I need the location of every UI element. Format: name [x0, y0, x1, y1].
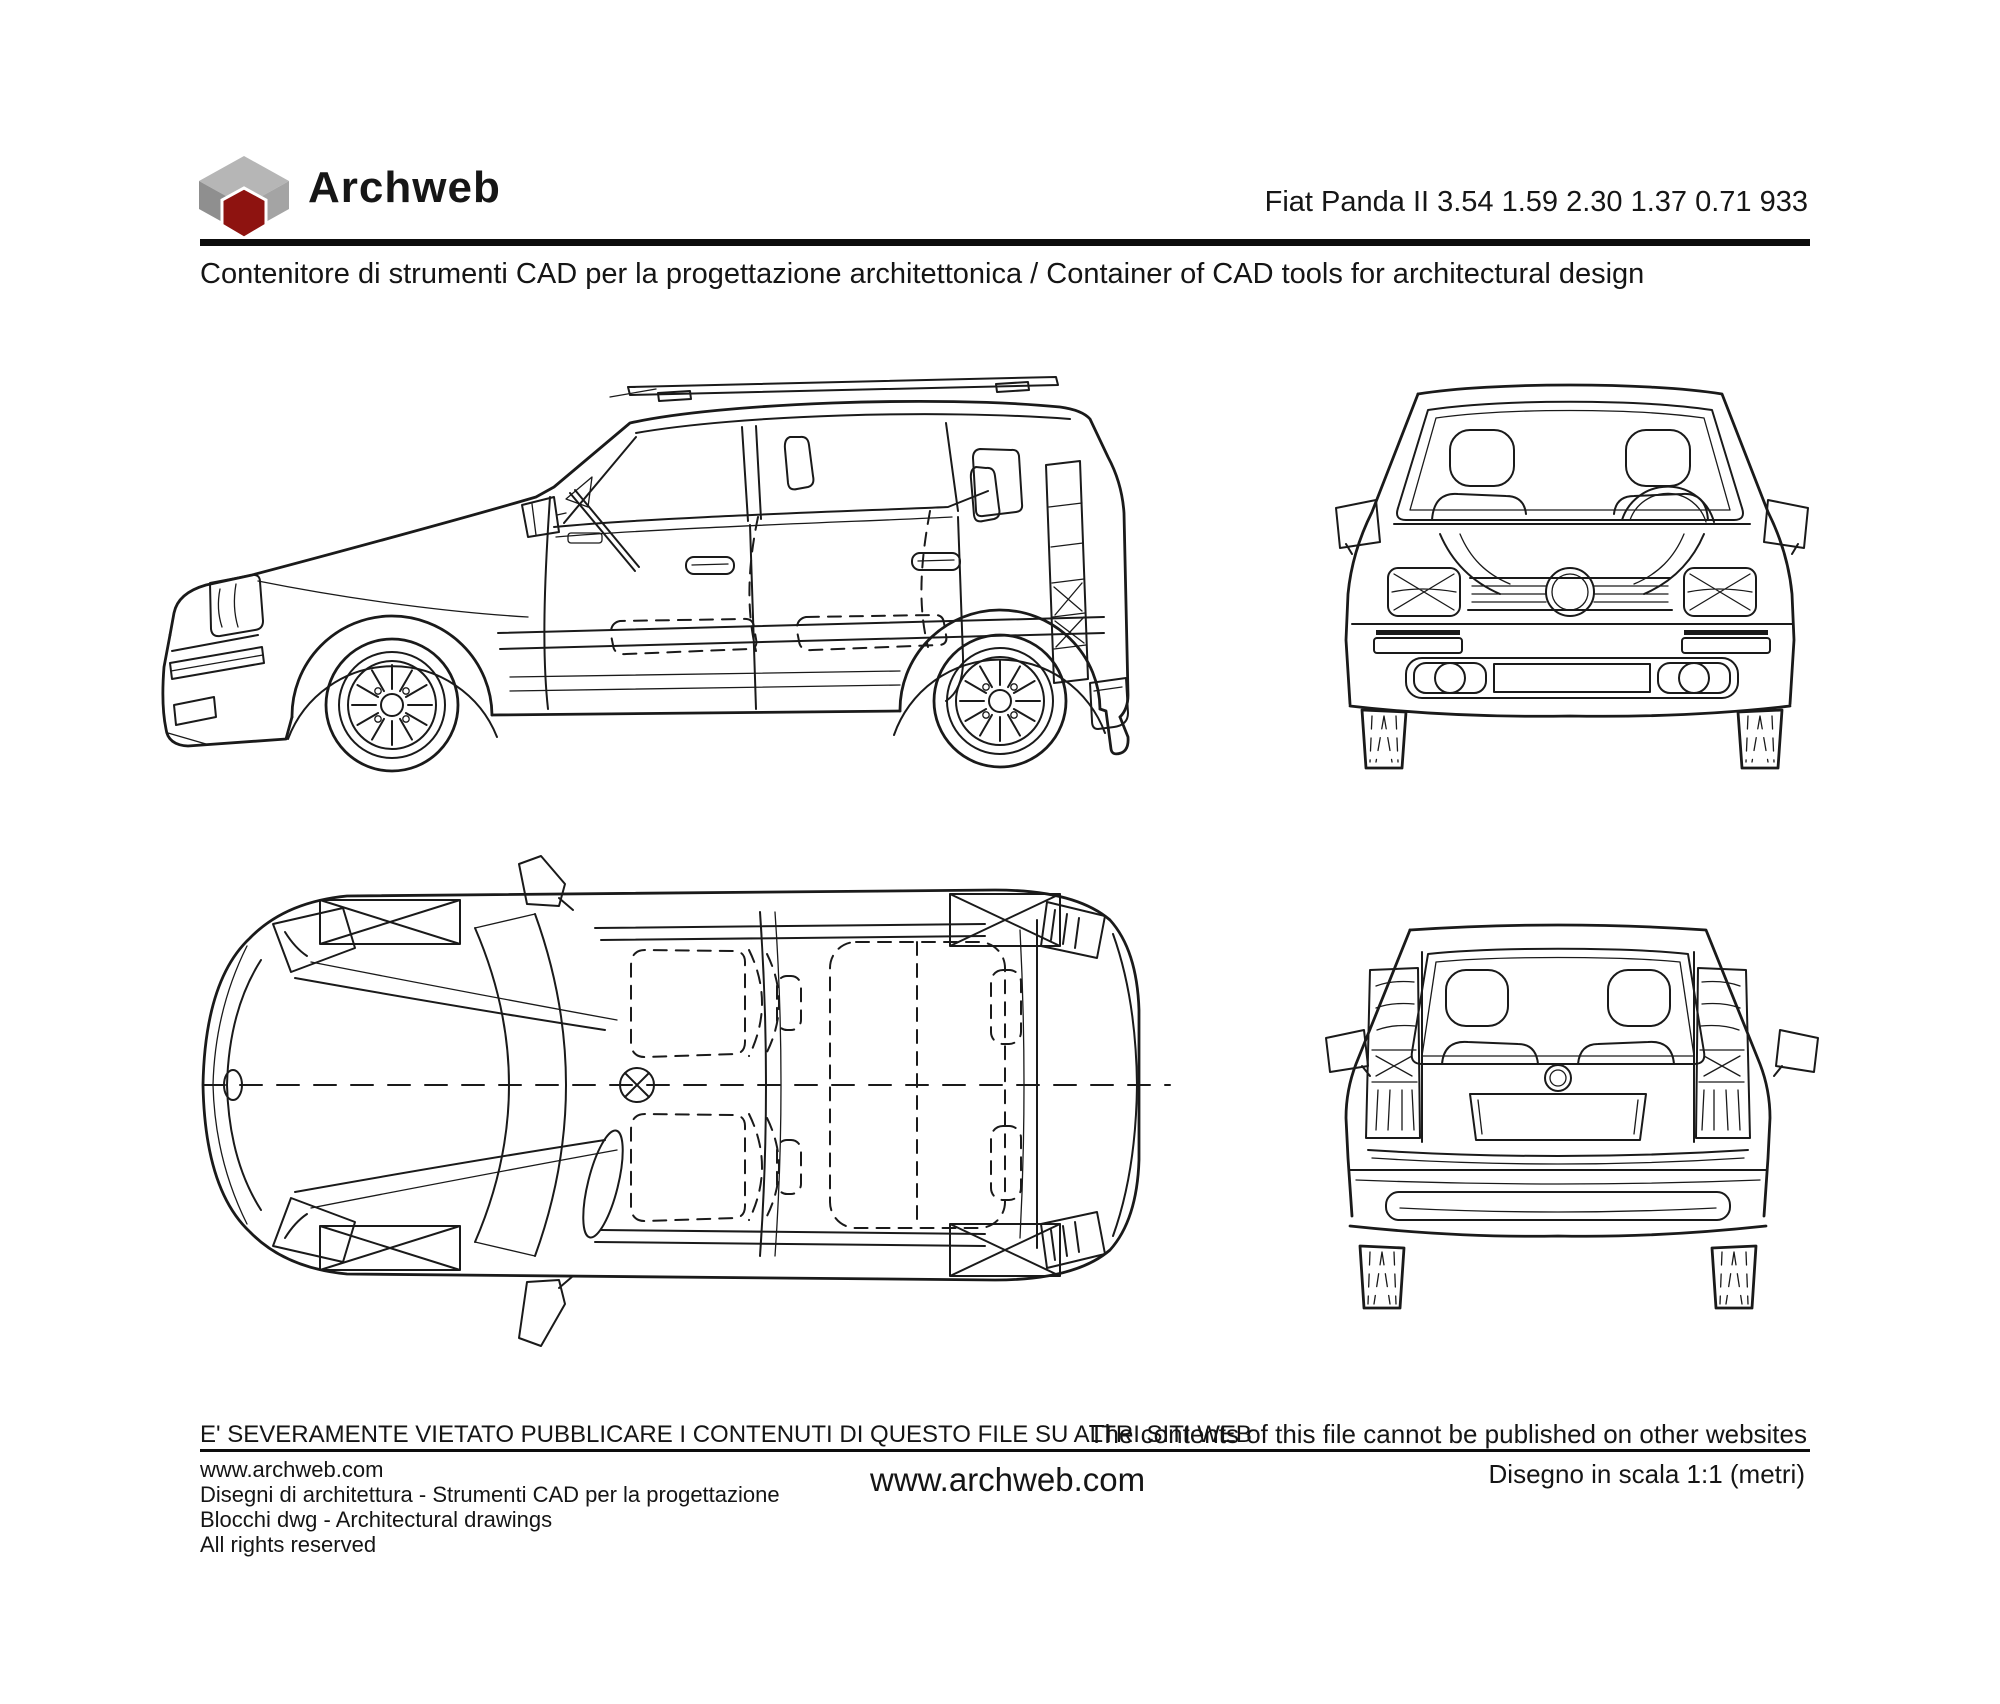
warning-english: The contents of this file cannot be published on other websites	[1088, 1419, 1807, 1449]
footer-line-drawings-en: Blocchi dwg - Architectural drawings	[200, 1507, 553, 1532]
front-view-drawing	[1332, 372, 1812, 774]
footer-rule	[200, 1449, 1810, 1452]
archweb-logo[interactable]	[196, 154, 292, 240]
footer-rights: All rights reserved	[200, 1532, 377, 1557]
footer-center-url[interactable]: www.archweb.com	[870, 1461, 1146, 1498]
cube-logo-icon	[196, 154, 292, 240]
brand-title[interactable]: Archweb	[308, 163, 501, 212]
scale-note: Disegno in scala 1:1 (metri)	[1488, 1459, 1805, 1489]
header-rule	[200, 239, 1810, 246]
model-spec-text: Fiat Panda II 3.54 1.59 2.30 1.37 0.71 933	[1264, 186, 1808, 218]
footer-line-drawings-it: Disegni di architettura - Strumenti CAD per la progettazione	[200, 1482, 780, 1507]
footer-info-block	[200, 1457, 780, 1557]
rear-view-drawing	[1322, 916, 1822, 1316]
top-view-drawing	[175, 848, 1175, 1383]
footer-site-url[interactable]: www.archweb.com	[200, 1457, 384, 1482]
side-view-drawing	[158, 365, 1143, 780]
page-subtitle: Contenitore di strumenti CAD per la progettazione architettonica / Container of CAD tools for architectural design	[200, 258, 1645, 290]
warning-italian: E' SEVERAMENTE VIETATO PUBBLICARE I CONTENUTI DI QUESTO FILE SU ALTRI SITI WEB	[200, 1421, 1252, 1448]
